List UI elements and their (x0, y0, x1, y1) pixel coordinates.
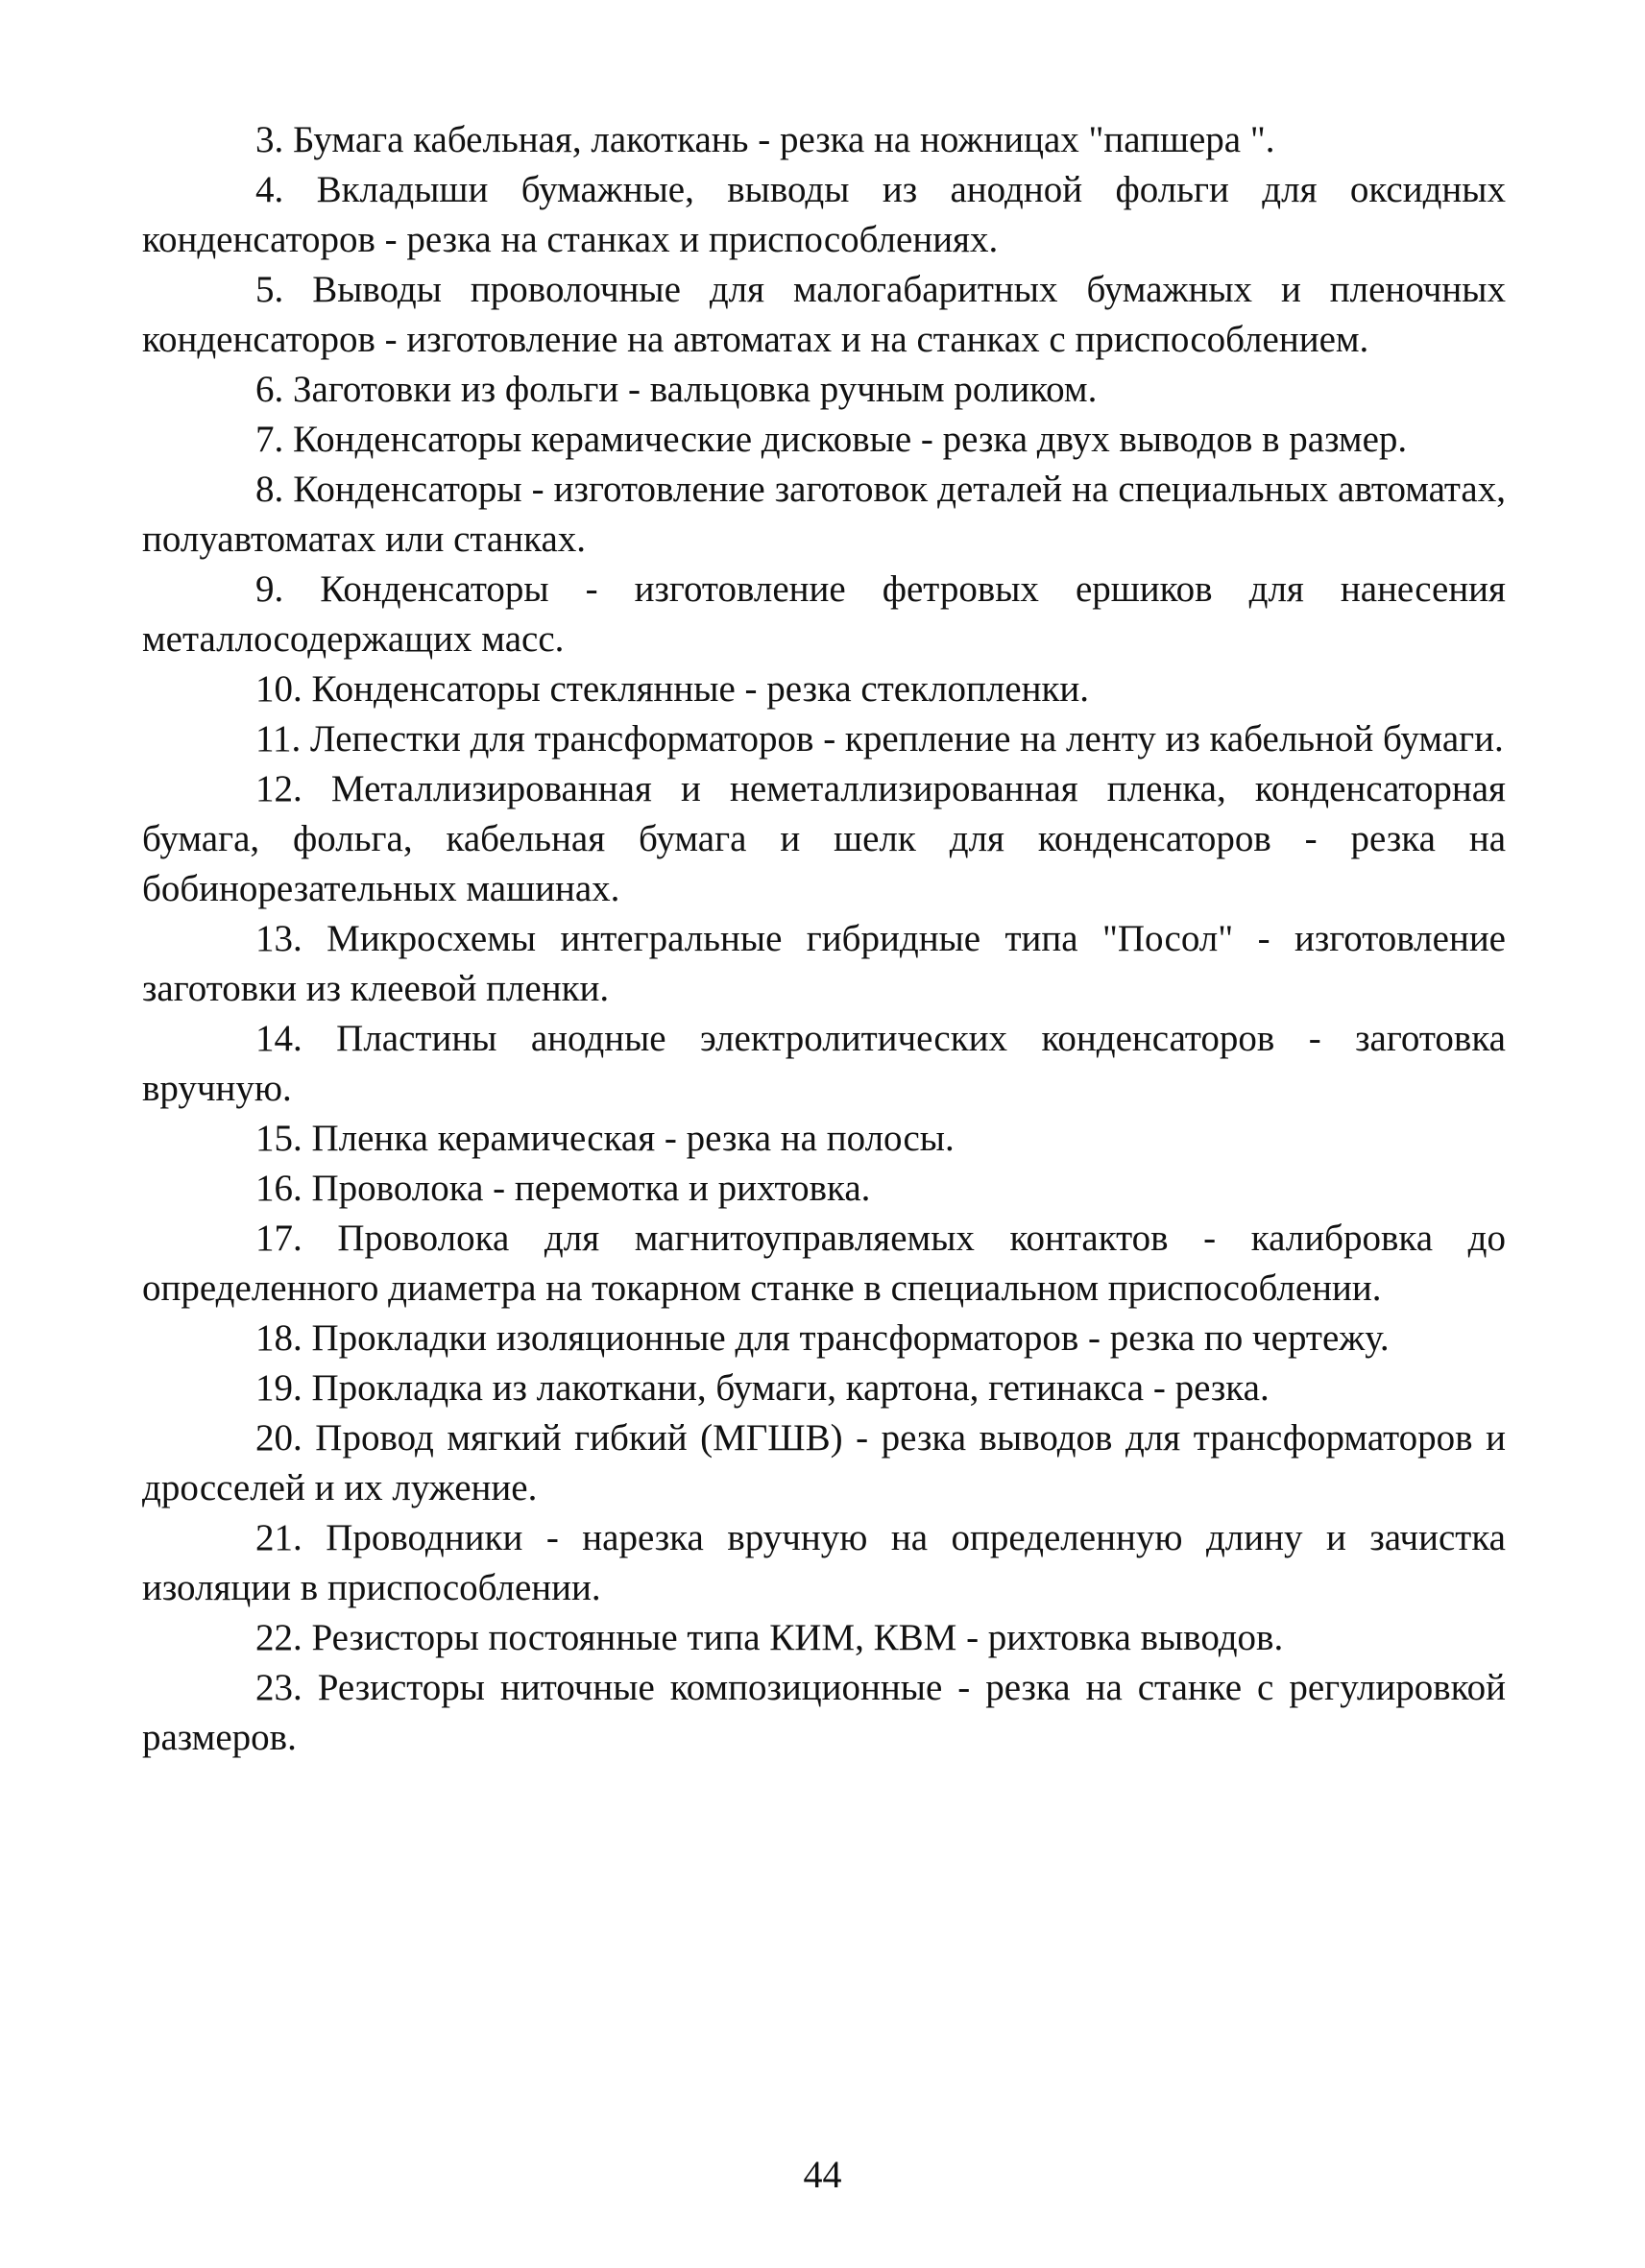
list-item: 11. Лепестки для трансформаторов - крепление на ленту из кабельной бумаги. (255, 718, 1504, 760)
list-item: 8. Конденсаторы - изготовление заготовок деталей на специальных автоматах, полуавтоматах или станках. (142, 469, 1506, 560)
list-item: 19. Прокладка из лакоткани, бумаги, картона, гетинакса - резка. (255, 1367, 1270, 1409)
page-number: 44 (803, 2153, 842, 2196)
list-item: 7. Конденсаторы керамические дисковые - резка двух выводов в размер. (255, 419, 1408, 460)
document-body (142, 115, 1506, 1763)
list-item: 20. Провод мягкий гибкий (МГШВ) - резка выводов для трансформаторов и дросселей и их лужение. (142, 1417, 1506, 1508)
list-item: 16. Проволока - перемотка и рихтовка. (255, 1168, 871, 1209)
list-item: 22. Резисторы постоянные типа КИМ, КВМ - рихтовка выводов. (255, 1617, 1284, 1658)
list-item: 23. Резисторы ниточные композиционные - резка на станке с регулировкой размеров. (142, 1667, 1506, 1758)
list-item: 15. Пленка керамическая - резка на полосы. (255, 1118, 955, 1159)
list-item: 6. Заготовки из фольги - вальцовка ручным роликом. (255, 369, 1098, 410)
list-item: 5. Выводы проволочные для малогабаритных бумажных и пленочных конденсаторов - изготовление на автоматах и на станках с приспособлением. (142, 269, 1506, 360)
list-item: 4. Вкладыши бумажные, выводы из анодной фольги для оксидных конденсаторов - резка на станках и приспособлениях. (142, 169, 1506, 260)
list-item: 18. Прокладки изоляционные для трансформаторов - резка по чертежу. (255, 1317, 1390, 1359)
list-item: 9. Конденсаторы - изготовление фетровых ершиков для нанесения металлосодержащих масс. (142, 568, 1506, 660)
list-item: 12. Металлизированная и неметаллизированная пленка, конденсаторная бумага, фольга, кабельная бумага и шелк для конденсаторов - резка на бобинорезательных машинах. (142, 768, 1506, 909)
list-item: 13. Микросхемы интегральные гибридные типа "Посол" - изготовление заготовки из клеевой пленки. (142, 918, 1506, 1009)
list-item: 14. Пластины анодные электролитических конденсаторов - заготовка вручную. (142, 1018, 1506, 1109)
list-item: 3. Бумага кабельная, лакоткань - резка на ножницах "папшера ". (255, 119, 1275, 160)
list-item: 21. Проводники - нарезка вручную на определенную длину и зачистка изоляции в приспособлении. (142, 1517, 1506, 1608)
list-item: 17. Проволока для магнитоуправляемых контактов - калибровка до определенного диаметра на токарном станке в специальном приспособлении. (142, 1218, 1506, 1309)
list-item: 10. Конденсаторы стеклянные - резка стеклопленки. (255, 668, 1090, 710)
